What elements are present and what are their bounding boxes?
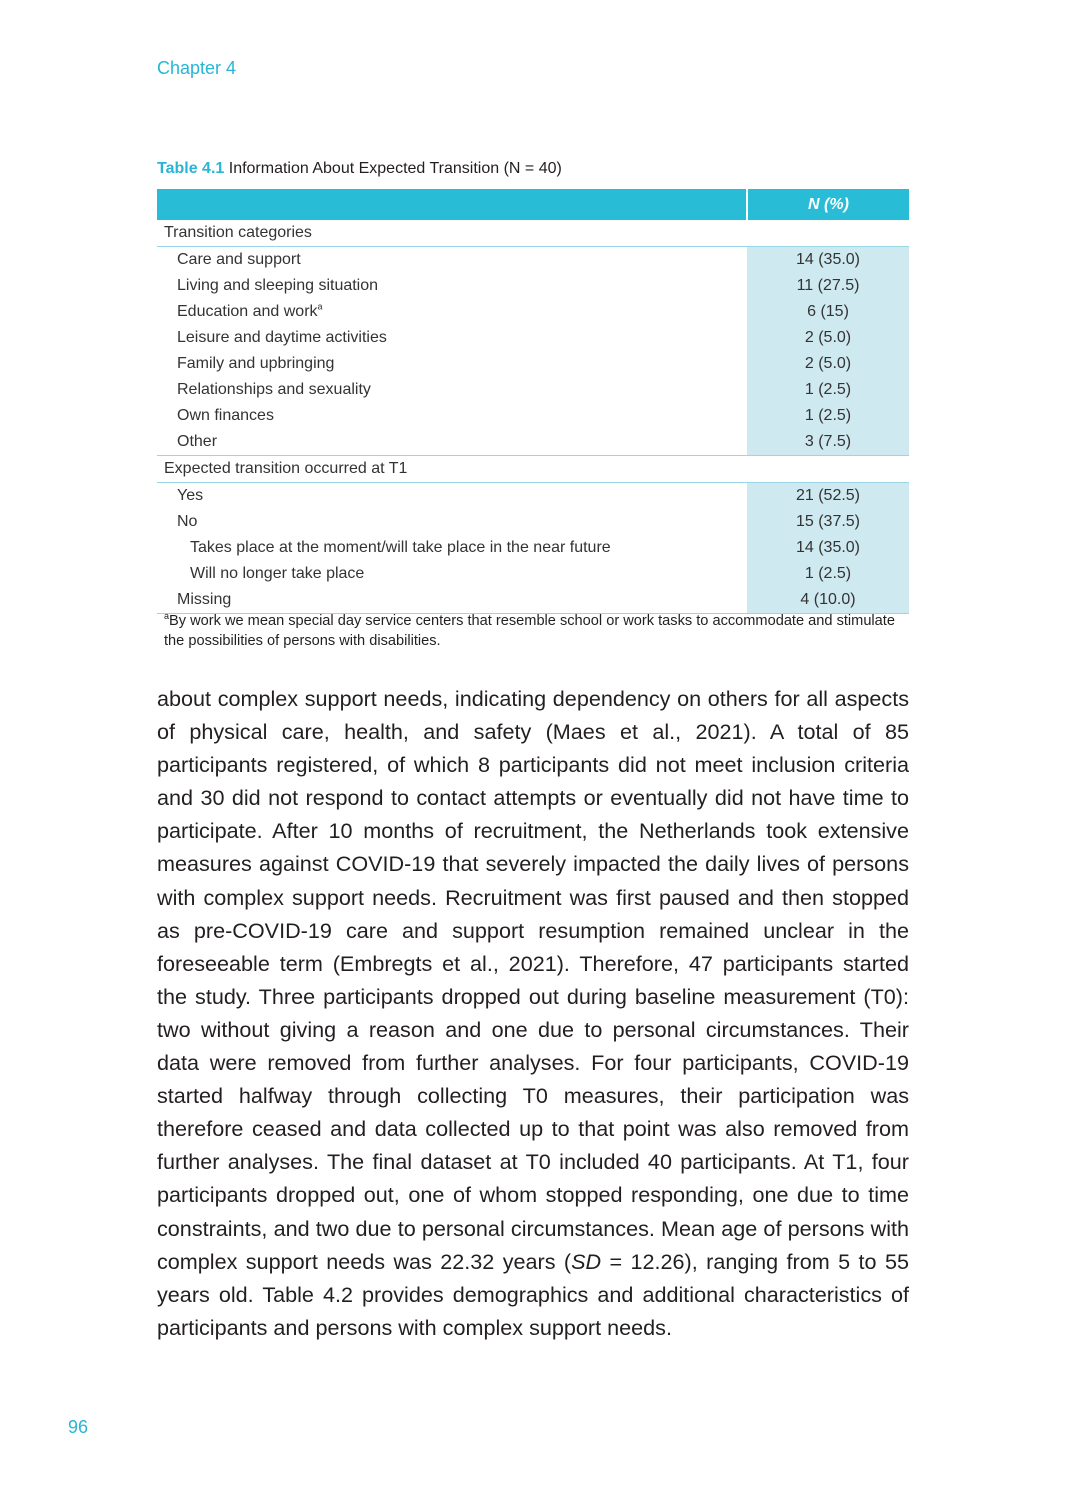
- row-label: Will no longer take place: [190, 565, 365, 582]
- table-row: [157, 429, 909, 456]
- footnote-marker: a: [164, 611, 170, 622]
- body-text-part2: = 12.26), ranging from 5 to 55 years old. Table 4.2 provides demographics and additional characteristics of participants and persons with complex support needs.: [157, 1248, 909, 1340]
- row-label: Own finances: [177, 407, 274, 424]
- row-label-cell: [157, 429, 747, 456]
- row-value: 14 (35.0): [747, 535, 909, 561]
- row-label: Relationships and sexuality: [177, 381, 371, 398]
- chapter-header: Chapter 4: [157, 58, 237, 78]
- table-row: [157, 325, 909, 351]
- sd-symbol: SD: [571, 1248, 602, 1274]
- row-label-cell: [157, 247, 747, 274]
- row-label: Takes place at the moment/will take place in the near future: [190, 539, 611, 556]
- row-label-cell: [157, 377, 747, 403]
- row-label-cell: [157, 587, 747, 614]
- category-label: Transition categories: [157, 220, 747, 247]
- row-value: 14 (35.0): [747, 247, 909, 274]
- row-value: 21 (52.5): [747, 483, 909, 510]
- row-label-cell: [157, 351, 747, 377]
- table-row: [157, 247, 909, 274]
- row-label: Education and work: [177, 303, 318, 320]
- row-value: 6 (15): [747, 299, 909, 325]
- category-row: [157, 456, 909, 483]
- column-header-n: N (%): [747, 189, 909, 220]
- row-label: Missing: [177, 591, 232, 608]
- transition-table: [157, 189, 909, 614]
- row-value: 3 (7.5): [747, 429, 909, 456]
- row-label: Other: [177, 433, 218, 450]
- table-row: [157, 351, 909, 377]
- row-label-cell: [157, 535, 747, 561]
- row-label-cell: [157, 561, 747, 587]
- row-label: Care and support: [177, 251, 301, 268]
- table-footnote: [164, 611, 909, 651]
- row-label: No: [177, 513, 198, 530]
- table-row: [157, 561, 909, 587]
- table-row: [157, 509, 909, 535]
- row-label-cell: [157, 325, 747, 351]
- row-label: Yes: [177, 487, 204, 504]
- body-text-part1: about complex support needs, indicating dependency on others for all aspects of physical care, health, and safety (Maes et al., 2021). A total of 85 participants registered, of which 8 participants did not meet inclusion criteria and 30 did not respond to contact attempts or eventually did not have time to participate. After 10 months of recruitment, the Netherlands took extensive measures against COVID-19 that severely impacted the daily lives of persons with complex support needs. Recruitment was first paused and then stopped as pre-COVID-19 care and support resumption remained unclear in the foreseeable term (Embregts et al., 2021). Therefore, 47 participants started the study. Three participants dropped out during baseline measurement (T0): two without giving a reason and one due to personal circumstances. Their data were removed from further analyses. For four participants, COVID-19 started halfway through collecting T0 measures, their participation was therefore ceased and data collected up to that point was also removed from further analyses. The final dataset at T0 included 40 participants. At T1, four participants dropped out, one of whom stopped responding, one due to time constraints, and two due to personal circumstances. Mean age of persons with complex support needs was 22.32 years (: [157, 686, 909, 1274]
- footnote-ref: a: [317, 301, 323, 312]
- footnote-text: By work we mean special day service centers that resemble school or work tasks to accommodate and stimulate the possibilities of persons with disabilities.: [164, 613, 895, 649]
- row-value: 1 (2.5): [747, 561, 909, 587]
- row-value: 15 (37.5): [747, 509, 909, 535]
- row-label-cell: [157, 483, 747, 510]
- category-row: [157, 220, 909, 247]
- page-number: 96: [68, 1417, 89, 1437]
- table-title: Information About Expected Transition (N = 40): [224, 160, 562, 177]
- table-header-blank: [157, 189, 747, 220]
- row-label: Family and upbringing: [177, 355, 335, 372]
- table-body: [157, 220, 909, 614]
- table-row: [157, 403, 909, 429]
- category-value-cell: [747, 220, 909, 247]
- row-label-cell: [157, 299, 747, 325]
- row-value: 4 (10.0): [747, 587, 909, 614]
- row-label-cell: [157, 509, 747, 535]
- category-label: Expected transition occurred at T1: [157, 456, 747, 483]
- category-value-cell: [747, 456, 909, 483]
- row-label-cell: [157, 403, 747, 429]
- table-row: [157, 483, 909, 510]
- row-label: Leisure and daytime activities: [177, 329, 387, 346]
- table-label: Table 4.1: [157, 160, 225, 177]
- table-row: [157, 377, 909, 403]
- row-value: 1 (2.5): [747, 377, 909, 403]
- table-caption: [157, 160, 562, 178]
- table-row: [157, 535, 909, 561]
- table-header-row: [157, 189, 909, 220]
- table-row: [157, 273, 909, 299]
- row-value: 1 (2.5): [747, 403, 909, 429]
- row-value: 2 (5.0): [747, 351, 909, 377]
- table-row: [157, 299, 909, 325]
- body-paragraph: [157, 682, 909, 1344]
- row-label-cell: [157, 273, 747, 299]
- table-row: [157, 587, 909, 614]
- row-value: 2 (5.0): [747, 325, 909, 351]
- row-label: Living and sleeping situation: [177, 277, 379, 294]
- row-value: 11 (27.5): [747, 273, 909, 299]
